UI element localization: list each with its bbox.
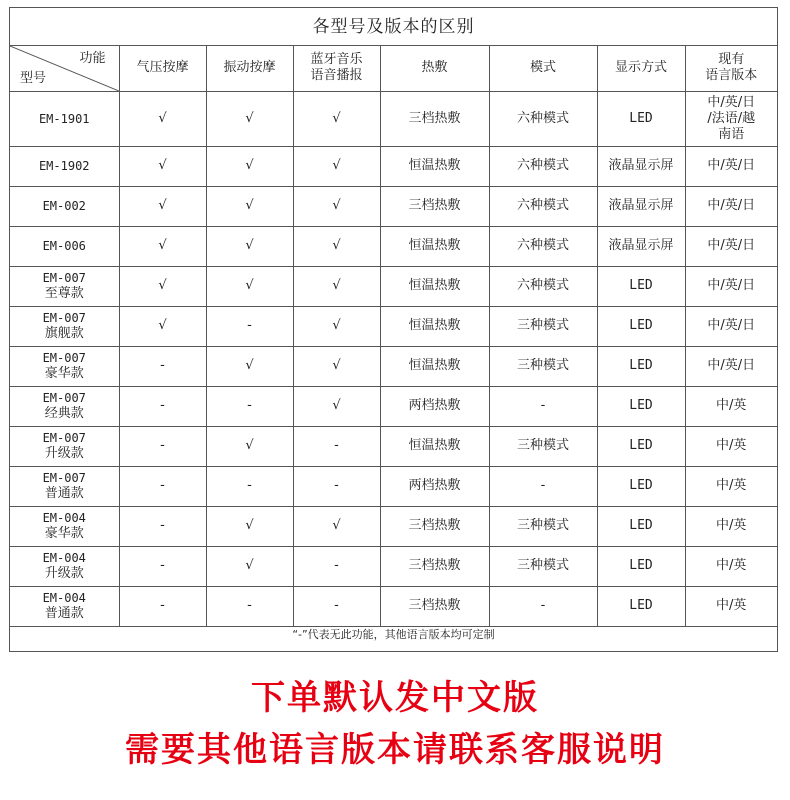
model-cell	[10, 226, 119, 266]
model-code: EM-1902	[38, 159, 90, 173]
heating-cell: 三档热敷	[380, 91, 489, 146]
display-cell: LED	[597, 546, 685, 586]
mode-cell: 三种模式	[489, 546, 597, 586]
model-variant: 豪华款	[44, 526, 84, 541]
heating-cell: 三档热敷	[380, 586, 489, 626]
air-pressure-cell: -	[119, 386, 206, 426]
vibration-cell: √	[206, 426, 293, 466]
vibration-cell: √	[206, 346, 293, 386]
bluetooth-cell: √	[293, 266, 380, 306]
mode-cell: 六种模式	[489, 266, 597, 306]
mode-cell: 六种模式	[489, 226, 597, 266]
column-header: 模式	[489, 46, 597, 91]
model-variant: 经典款	[44, 406, 84, 421]
heating-cell: 三档热敷	[380, 506, 489, 546]
heating-cell: 恒温热敷	[380, 426, 489, 466]
heating-cell: 两档热敷	[380, 466, 489, 506]
header-function-label: 功能	[79, 51, 106, 66]
bluetooth-cell: √	[293, 386, 380, 426]
heating-cell: 恒温热敷	[380, 346, 489, 386]
language-cell: 中/英	[685, 426, 777, 466]
air-pressure-cell: √	[119, 266, 206, 306]
bluetooth-cell: -	[293, 466, 380, 506]
table-body	[10, 46, 777, 626]
mode-cell: 六种模式	[489, 91, 597, 146]
model-cell	[10, 306, 119, 346]
bluetooth-cell: √	[293, 346, 380, 386]
table-row	[10, 266, 777, 306]
heating-cell: 恒温热敷	[380, 266, 489, 306]
mode-cell: 三种模式	[489, 506, 597, 546]
display-cell: LED	[597, 506, 685, 546]
bluetooth-cell: √	[293, 91, 380, 146]
table-row	[10, 546, 777, 586]
display-cell: 液晶显示屏	[597, 186, 685, 226]
heating-cell: 恒温热敷	[380, 146, 489, 186]
mode-cell: -	[489, 466, 597, 506]
table-title: 各型号及版本的区别	[10, 8, 777, 46]
model-code: EM-007	[42, 271, 86, 285]
vibration-cell: √	[206, 546, 293, 586]
air-pressure-cell: √	[119, 186, 206, 226]
table-row	[10, 146, 777, 186]
vibration-cell: -	[206, 586, 293, 626]
column-header: 热敷	[380, 46, 489, 91]
vibration-cell: -	[206, 306, 293, 346]
model-variant: 升级款	[44, 446, 84, 461]
model-cell	[10, 426, 119, 466]
vibration-cell: -	[206, 466, 293, 506]
language-cell: 中/英	[685, 586, 777, 626]
model-cell	[10, 266, 119, 306]
heating-cell: 恒温热敷	[380, 226, 489, 266]
bluetooth-cell: √	[293, 306, 380, 346]
bluetooth-cell: √	[293, 506, 380, 546]
vibration-cell: √	[206, 146, 293, 186]
header-row	[10, 46, 777, 91]
table-row	[10, 91, 777, 146]
column-header: 气压按摩	[119, 46, 206, 91]
bluetooth-cell: √	[293, 186, 380, 226]
model-variant: 升级款	[44, 566, 84, 581]
model-code: EM-007	[42, 391, 86, 405]
language-cell: 中/英	[685, 506, 777, 546]
table-row	[10, 426, 777, 466]
model-cell	[10, 186, 119, 226]
air-pressure-cell: -	[119, 586, 206, 626]
vibration-cell: √	[206, 266, 293, 306]
language-cell: 中/英	[685, 546, 777, 586]
language-cell: 中/英/日 /法语/越 南语	[685, 91, 777, 146]
model-cell	[10, 466, 119, 506]
mode-cell: 三种模式	[489, 346, 597, 386]
language-cell: 中/英/日	[685, 266, 777, 306]
table-row	[10, 346, 777, 386]
bluetooth-cell: √	[293, 226, 380, 266]
legend-note: “-”代表无此功能，其他语言版本均可定制	[292, 628, 495, 641]
display-cell: LED	[597, 466, 685, 506]
language-cell: 中/英/日	[685, 346, 777, 386]
model-code: EM-007	[42, 471, 86, 485]
mode-cell: 六种模式	[489, 186, 597, 226]
mode-cell: -	[489, 386, 597, 426]
bluetooth-cell: -	[293, 426, 380, 466]
model-cell	[10, 386, 119, 426]
column-header: 蓝牙音乐 语音播报	[293, 46, 380, 91]
model-cell	[10, 506, 119, 546]
vibration-cell: √	[206, 91, 293, 146]
vibration-cell: -	[206, 386, 293, 426]
bluetooth-cell: -	[293, 546, 380, 586]
header-model-label: 型号	[20, 70, 47, 86]
mode-cell: 三种模式	[489, 306, 597, 346]
air-pressure-cell: -	[119, 346, 206, 386]
model-cell	[10, 346, 119, 386]
display-cell: 液晶显示屏	[597, 226, 685, 266]
air-pressure-cell: √	[119, 226, 206, 266]
vibration-cell: √	[206, 506, 293, 546]
model-code: EM-004	[42, 551, 86, 565]
model-cell	[10, 546, 119, 586]
air-pressure-cell: -	[119, 506, 206, 546]
heating-cell: 两档热敷	[380, 386, 489, 426]
display-cell: LED	[597, 266, 685, 306]
model-code: EM-007	[42, 431, 86, 445]
air-pressure-cell: -	[119, 546, 206, 586]
model-variant: 至尊款	[44, 286, 84, 301]
display-cell: LED	[597, 306, 685, 346]
column-header: 现有 语言版本	[685, 46, 777, 91]
air-pressure-cell: √	[119, 306, 206, 346]
model-cell	[10, 91, 119, 146]
air-pressure-cell: -	[119, 466, 206, 506]
heating-cell: 三档热敷	[380, 186, 489, 226]
banner-line-1: 下单默认发中文版	[251, 678, 539, 718]
table-row	[10, 226, 777, 266]
air-pressure-cell: √	[119, 146, 206, 186]
air-pressure-cell: √	[119, 91, 206, 146]
model-code: EM-007	[42, 311, 86, 325]
model-code: EM-007	[42, 351, 86, 365]
display-cell: LED	[597, 586, 685, 626]
column-header: 显示方式	[597, 46, 685, 91]
diagonal-header-cell	[10, 46, 119, 91]
bluetooth-cell: -	[293, 586, 380, 626]
mode-cell: -	[489, 586, 597, 626]
display-cell: LED	[597, 91, 685, 146]
model-code: EM-1901	[38, 111, 90, 126]
language-cell: 中/英/日	[685, 146, 777, 186]
mode-cell: 三种模式	[489, 426, 597, 466]
column-header: 振动按摩	[206, 46, 293, 91]
vibration-cell: √	[206, 226, 293, 266]
model-variant: 普通款	[44, 486, 84, 501]
vibration-cell: √	[206, 186, 293, 226]
table-row	[10, 386, 777, 426]
model-variant: 豪华款	[44, 366, 84, 381]
table-row	[10, 466, 777, 506]
language-cell: 中/英	[685, 466, 777, 506]
heating-cell: 三档热敷	[380, 546, 489, 586]
language-cell: 中/英/日	[685, 306, 777, 346]
language-cell: 中/英	[685, 386, 777, 426]
language-cell: 中/英/日	[685, 226, 777, 266]
model-code: EM-004	[42, 591, 86, 605]
bluetooth-cell: √	[293, 146, 380, 186]
table-row	[10, 306, 777, 346]
air-pressure-cell: -	[119, 426, 206, 466]
model-cell	[10, 146, 119, 186]
language-cell: 中/英/日	[685, 186, 777, 226]
table-row	[10, 186, 777, 226]
display-cell: LED	[597, 346, 685, 386]
model-code: EM-004	[42, 511, 86, 525]
model-variant: 旗舰款	[44, 326, 84, 341]
table-row	[10, 506, 777, 546]
comparison-frame	[9, 7, 778, 652]
model-code: EM-006	[42, 239, 86, 253]
mode-cell: 六种模式	[489, 146, 597, 186]
model-code: EM-002	[42, 199, 86, 213]
model-variant: 普通款	[44, 606, 84, 621]
display-cell: 液晶显示屏	[597, 146, 685, 186]
display-cell: LED	[597, 426, 685, 466]
banner-line-2: 需要其他语言版本请联系客服说明	[125, 730, 665, 770]
display-cell: LED	[597, 386, 685, 426]
model-comparison-table	[10, 46, 777, 627]
heating-cell: 恒温热敷	[380, 306, 489, 346]
